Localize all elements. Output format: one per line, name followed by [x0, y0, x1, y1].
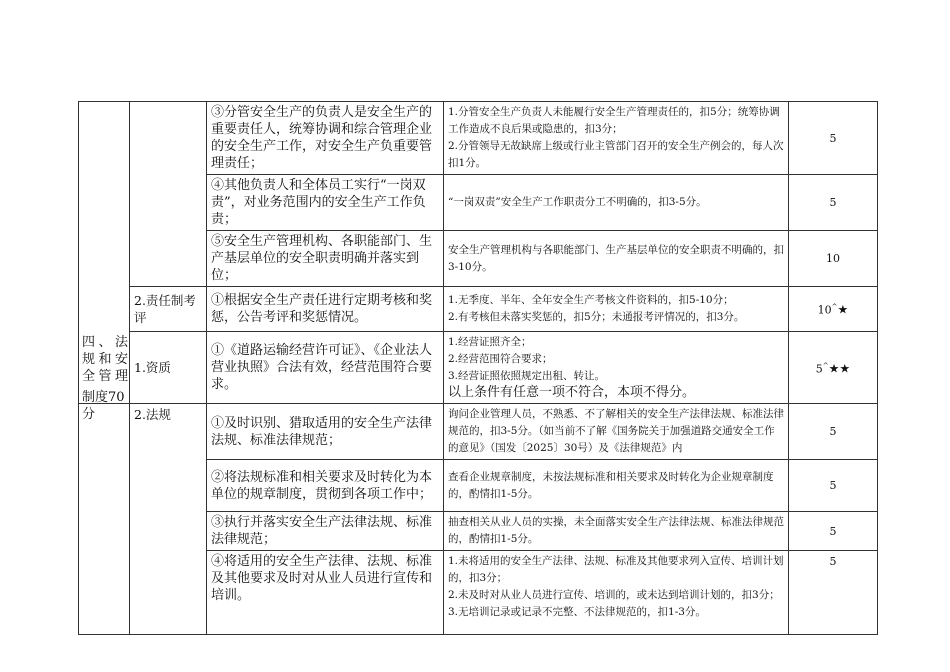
score-value: 10 [817, 303, 832, 317]
star-icon: ★ [837, 302, 849, 317]
standard-cell [444, 512, 789, 551]
table-row [79, 102, 878, 175]
standard-line: 安全生产管理机构与各职能部门、生产基层单位的安全职责不明确的，扣3-10分。 [448, 243, 784, 273]
standard-line: 3.经营证照依照规定出租、转让。 [448, 370, 606, 382]
requirement-cell: ①《道路运输经营许可证》、《企业法人营业执照》合法有效，经营范围符合要求。 [207, 332, 444, 404]
standard-cell [444, 460, 789, 512]
category-line2: 制度70分 [82, 390, 125, 422]
standard-cell [444, 332, 789, 404]
requirement-cell: ①及时识别、猎取适用的安全生产法律法规、标准法律规范； [207, 404, 444, 460]
table-row [79, 404, 878, 460]
score-cell: 5 [789, 551, 878, 635]
standard-cell [444, 231, 789, 287]
standard-line: 3.无培训记录或记录不完整、不法律规范的，扣1-3分。 [448, 606, 706, 618]
standard-line: 抽查相关从业人员的实操，未全面落实安全生产法律法规、标准法律规范的，酌情扣1-5分。 [448, 516, 784, 545]
standard-line: 1.无季度、半年、全年安全生产考核文件资料的，扣5-10分； [448, 294, 734, 306]
standard-line: “一岗双责”安全生产工作职责分工不明确的，扣3-5分。 [448, 196, 707, 208]
standard-line: 2.未及时对从业人员进行宣传、培训的，或未达到培训计划的，扣3分； [448, 589, 780, 601]
score-value: 5 [815, 362, 823, 376]
star-icon: ★★ [828, 361, 851, 376]
standard-cell [444, 287, 789, 332]
standard-line: 1.未将适用的安全生产法律、法规、标准及其他要求列入宣传、培训计划的，扣3分； [448, 555, 784, 584]
score-mark: ^ [822, 361, 829, 370]
requirement-cell: ③执行并落实安全生产法律法规、标准法律规范； [207, 512, 444, 551]
standard-line: 1.分管安全生产负责人未能履行安全生产管理责任的，扣5分；统筹协调工作造成不良后果或隐患的，扣3分； [448, 106, 780, 135]
standard-cell [444, 175, 789, 231]
standard-cell [444, 102, 789, 175]
requirement-cell: ④其他负责人和全体员工实行“一岗双责”，对业务范围内的安全生产工作负责； [207, 175, 444, 231]
requirement-cell: ⑤安全生产管理机构、各职能部门、生产基层单位的安全职责明确并落实到位； [207, 231, 444, 287]
score-cell: 10 [789, 231, 878, 287]
category-label [82, 334, 128, 385]
category-cell [79, 404, 130, 635]
safety-evaluation-table [78, 101, 878, 635]
table-row [79, 287, 878, 332]
category-line1: 四、法规和安全管理 [82, 335, 128, 384]
score-cell: 5 [789, 175, 878, 231]
standard-line: 2.经营范围符合要求； [448, 353, 553, 365]
score-cell: 5 [789, 512, 878, 551]
standard-line: 2.分管领导无故缺席上级或行业主管部门召开的安全生产例会的，每人次扣1分。 [448, 140, 784, 169]
standard-line: 查看企业规章制度，未按法规标准和相关要求及时转化为企业规章制度的，酌情扣1-5分。 [448, 470, 774, 500]
requirement-cell: ①根据安全生产责任进行定期考核和奖惩，公告考评和奖惩情况。 [207, 287, 444, 332]
standard-line: 2.有考核但未落实奖惩的，扣5分；未通报考评情况的，扣3分。 [448, 311, 745, 323]
score-cell: 5 [789, 404, 878, 460]
item-cell: 1.资质 [130, 332, 207, 404]
table-row [79, 332, 878, 404]
score-cell: 5 [789, 102, 878, 175]
standard-note: 以上条件有任意一项不符合，本项不得分。 [448, 385, 696, 400]
item-cell: 2.法规 [130, 404, 207, 635]
score-mark: ^ [831, 303, 838, 312]
category-label-2 [82, 389, 128, 423]
score-cell [789, 287, 878, 332]
standard-cell [444, 404, 789, 460]
standard-line: 1.经营证照齐全； [448, 336, 532, 348]
requirement-cell: ④将适用的安全生产法律、法规、标准及其他要求及时对从业人员进行宣传和培训。 [207, 551, 444, 635]
requirement-cell: ③分管安全生产的负责人是安全生产的重要责任人，统筹协调和综合管理企业的安全生产工作，对安全生产负重要管理责任； [207, 102, 444, 175]
requirement-cell: ②将法规标准和相关要求及时转化为本单位的规章制度，贯彻到各项工作中； [207, 460, 444, 512]
standard-line: 询问企业管理人员，不熟悉、不了解相关的安全生产法律法规、标准法律规范的，扣3-5分。（如当前不了解《国务院关于加强道路交通安全工作的意见》（国发〔2025〕30号）及《法律规范》内 [448, 408, 784, 454]
score-cell: 5 [789, 460, 878, 512]
item-cell [130, 102, 207, 287]
standard-cell [444, 551, 789, 635]
score-cell [789, 332, 878, 404]
item-cell: 2.责任制考评 [130, 287, 207, 332]
